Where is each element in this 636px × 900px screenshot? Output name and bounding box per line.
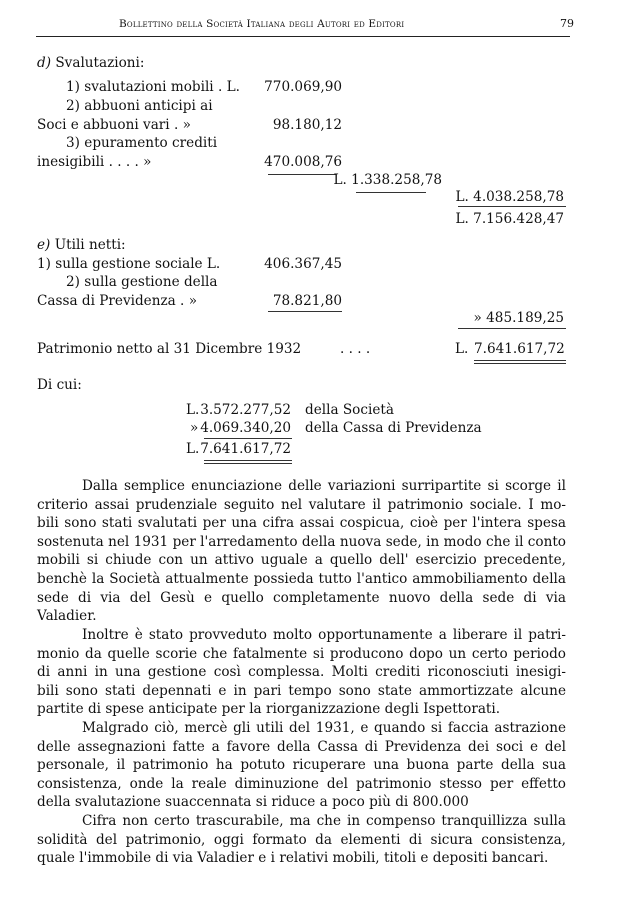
paragraph-1-line: Valadier. <box>37 608 97 625</box>
paragraph-1-line: Dalla semplice enunciazione delle variazioni surripartite si scorge il <box>82 478 566 494</box>
rule-d-total-2 <box>458 206 566 207</box>
section-d-item-1-value: 770.069,90 <box>264 79 342 95</box>
section-d-subtotal: L. 1.338.258,78 <box>333 172 442 188</box>
paragraph-2-line: monio da quelle scorie che fatalmente si producono dopo un certo periodo <box>37 645 566 662</box>
paragraph-3-line: personale, il patrimonio ha potuto ricuperare una buona parte della sua <box>37 757 566 774</box>
di-cui-row-2-value: 4.069.340,20 <box>200 420 291 436</box>
paragraph-3-line: delle assegnazioni fatte a favore della Cassa di Previdenza dei soci e del <box>37 738 566 755</box>
section-e-heading <box>37 237 126 253</box>
section-e-total: » 485.189,25 <box>473 310 564 326</box>
paragraph-2-line: bili sono stati depennati e in pari tempo sono state ammortizzate alcune <box>37 682 566 699</box>
di-cui-rule <box>204 438 292 439</box>
di-cui-row-1-label: della Società <box>305 402 394 418</box>
section-e-item-1-value: 406.367,45 <box>264 256 342 272</box>
paragraph-1-line: benchè la Società attualmente possieda tutto l'antico ammobiliamento della <box>37 570 566 587</box>
section-e-item-2-value: 78.821,80 <box>272 293 342 309</box>
section-e-title: Utili netti: <box>54 237 126 253</box>
rule-d-total <box>356 192 426 193</box>
paragraph-4-line: solidità del patrimonio, oggi formato da elementi di sicura consistenza, <box>37 831 566 848</box>
rule-e-total <box>458 328 566 329</box>
paragraph-1-line: mobili si chiude con un attivo uguale a quello dell' esercizio precedente, <box>37 552 566 569</box>
patrimonio-currency: L. <box>455 341 469 357</box>
section-e-item-2-label-a: 2) sulla gestione della <box>66 274 218 290</box>
paragraph-3-line: Malgrado ciò, mercè gli utili del 1931, e quando si faccia astrazione <box>82 720 566 736</box>
section-e-letter: e) <box>37 237 51 253</box>
rule-e-subtotal <box>268 311 342 312</box>
section-d-letter: d) <box>37 55 52 71</box>
paragraph-3-line: della svalutazione suaccennata si riduce a poco più di 800.000 <box>37 794 469 811</box>
paragraph-1-line: sostenuta nel 1931 per l'arredamento della nuova sede, in modo che il conto <box>37 533 566 550</box>
paragraph-3 <box>37 719 566 812</box>
patrimonio-double-rule <box>474 360 566 364</box>
running-header: Bollettino della Società Italiana degli Autori ed Editori <box>119 18 405 30</box>
paragraph-1-line: bili sono stati svalutati per una cifra assai cospicua, cioè per l'intera spesa <box>37 515 566 532</box>
section-d-item-3-label-b: inesigibili . . . . » <box>37 154 152 170</box>
section-d-total-2: L. 7.156.428,47 <box>455 211 564 227</box>
di-cui-row-3-value: 7.641.617,72 <box>200 441 291 457</box>
di-cui-row-1-prefix: L. <box>186 402 200 418</box>
di-cui-heading: Di cui: <box>37 377 82 393</box>
section-d-total-1: L. 4.038.258,78 <box>455 189 564 205</box>
patrimonio-value: 7.641.617,72 <box>474 341 565 357</box>
patrimonio-dots: . . . . <box>340 341 371 357</box>
section-d-item-2-label-b: Soci e abbuoni vari . » <box>37 117 191 133</box>
di-cui-double-rule <box>204 460 292 464</box>
section-d-title: Svalutazioni: <box>55 55 145 71</box>
section-e-item-1-label: 1) sulla gestione sociale L. <box>37 256 221 272</box>
paragraph-3-line: consistenza, onde la reale diminuzione del patrimonio stesso per effetto <box>37 775 566 792</box>
section-d-item-1-label: 1) svalutazioni mobili . L. <box>66 79 240 95</box>
page-number: 79 <box>560 17 574 30</box>
section-e-item-2-label-b: Cassa di Previdenza . » <box>37 293 198 309</box>
di-cui-row-2-prefix: » <box>190 420 199 436</box>
patrimonio-label: Patrimonio netto al 31 Dicembre 1932 <box>37 341 302 357</box>
rule-d-subtotal <box>268 174 336 175</box>
section-d-item-3-label-a: 3) epuramento crediti <box>66 135 218 151</box>
paragraph-1-line: sede di via del Gesù e quello completamente nuovo della sede di via <box>37 589 566 606</box>
di-cui-row-3-prefix: L. <box>186 441 200 457</box>
section-d-item-3-value: 470.008,76 <box>264 154 342 170</box>
paragraph-2 <box>37 626 566 719</box>
paragraph-1-line: criterio assai prudenziale seguito nel valutare il patrimonio sociale. I mo- <box>37 496 566 513</box>
section-d-item-2-label-a: 2) abbuoni anticipi ai <box>66 98 213 114</box>
di-cui-row-2-label: della Cassa di Previdenza <box>305 420 482 436</box>
paragraph-4 <box>37 812 566 868</box>
paragraph-2-line: di anni in una gestione così complessa. Molti crediti riconosciuti inesigi- <box>37 664 566 681</box>
paragraph-1 <box>37 477 566 626</box>
section-d-item-2-value: 98.180,12 <box>272 117 342 133</box>
paragraph-4-line: Cifra non certo trascurabile, ma che in compenso tranquillizza sulla <box>82 813 566 829</box>
header-rule <box>36 36 570 37</box>
paragraph-2-line: Inoltre è stato provveduto molto opportunamente a liberare il patri- <box>82 627 566 643</box>
di-cui-row-1-value: 3.572.277,52 <box>200 402 291 418</box>
paragraph-2-line: partite di spese anticipate per la riorganizzazione degli Ispettorati. <box>37 701 501 718</box>
section-d-heading <box>37 55 145 71</box>
paragraph-4-line: quale l'immobile di via Valadier e i relativi mobili, titoli e depositi bancari. <box>37 850 549 867</box>
